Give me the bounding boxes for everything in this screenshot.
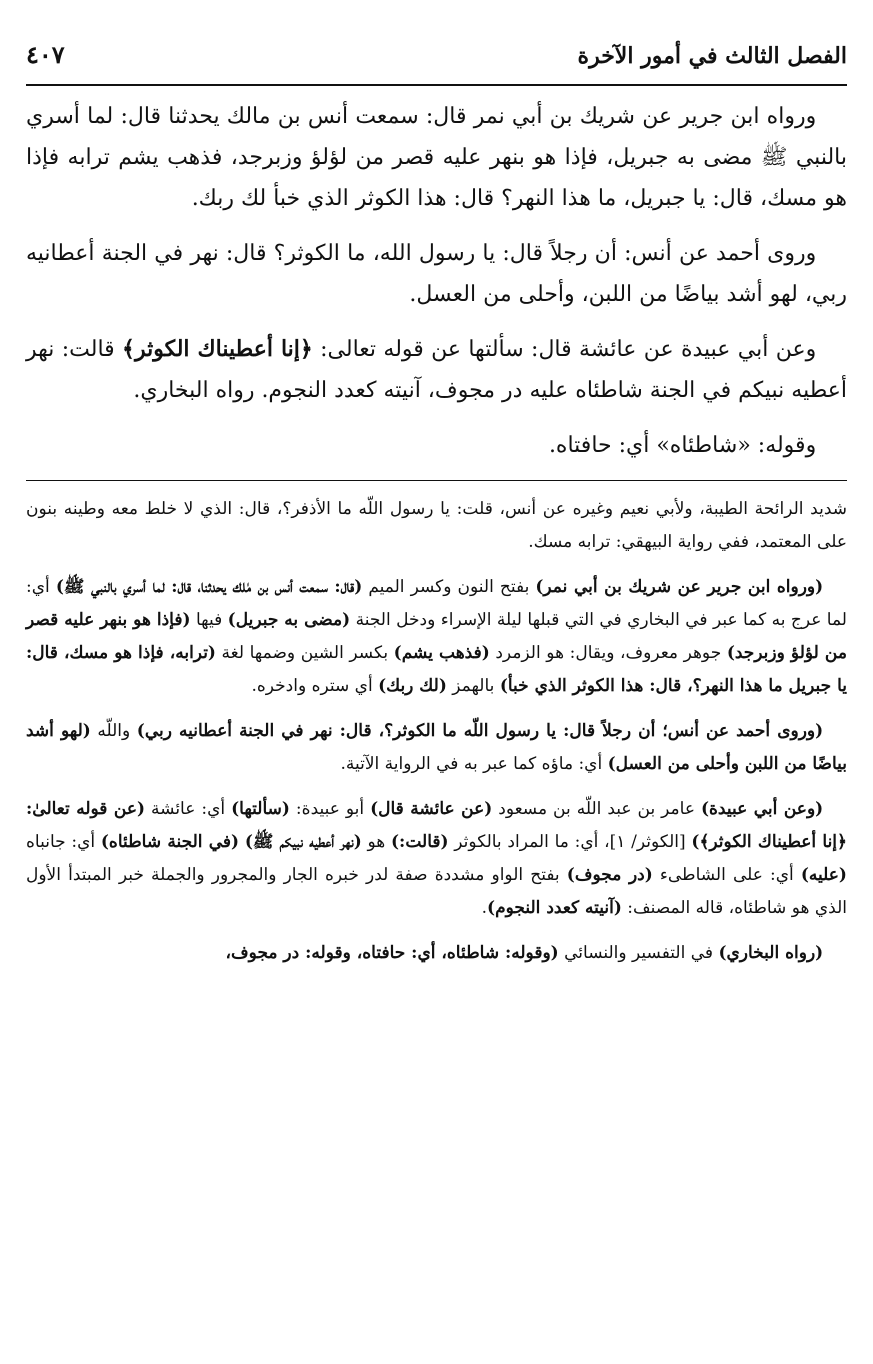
- bold-quote-segment: (في الجنة شاطئاه): [100, 832, 240, 852]
- footnote-separator: [26, 480, 847, 481]
- main-paragraph-3: [26, 329, 847, 411]
- bold-quote-segment: (وروى أحمد عن أنس؛ أن رجلاً قال: يا رسول اللّه ما الكوثر؟، قال: نهر في الجنة أعطانيه ربي): [136, 721, 824, 741]
- bold-quote-segment: (لك ربك): [378, 676, 447, 696]
- bold-quote-segment: (وعن أبي عبيدة): [700, 799, 824, 819]
- commentary-segment: أبو عبيدة:: [289, 799, 371, 819]
- running-header: [26, 40, 847, 86]
- bold-quote-segment: (آنيته كعدد النجوم): [487, 898, 622, 918]
- commentary-segment: جوهر معروف، ويقال: هو الزمرد: [489, 643, 727, 663]
- commentary-paragraph-1: شديد الرائحة الطيبة، ولأبي نعيم وغيره عن أنس، قلت: يا رسول اللّه ما الأذفر؟، قال: الذي لا خلط معه وطينه بنون على المعتمد، ففي رواية البيهقي: ترابه مسك.: [26, 499, 847, 552]
- bold-quote-segment: (فذهب يشم): [393, 643, 490, 663]
- commentary-segment: أي: ماؤه كما عبر به في الرواية الآتية.: [340, 754, 608, 774]
- commentary-segment: عامر بن عبد اللّه بن مسعود: [492, 799, 701, 819]
- bold-quote-segment: (عن قوله تعالىٰ: ﴿إنا أعطيناك الكوثر﴾): [26, 799, 847, 852]
- commentary-paragraph-4: [26, 793, 847, 925]
- commentary-segment: بالهمز: [446, 676, 500, 696]
- bold-quote-segment: (مضى به جبريل): [227, 610, 351, 630]
- main-paragraph-4: وقوله: «شاطئاه» أي: حافتاه.: [548, 433, 817, 458]
- commentary-segment: بفتح النون وكسر الميم: [362, 577, 536, 597]
- bold-quote-segment: (قال: سمعت أنس بن مٰلك يحدثنا، قال: لما أسري بالنبي ﷺ): [55, 577, 363, 597]
- commentary-paragraph-2: [26, 571, 847, 703]
- bold-quote-segment: (ورواه ابن جرير عن شريك بن أبي نمر): [535, 577, 824, 597]
- commentary-segment: أي: عائشة: [145, 799, 232, 819]
- quran-verse: ﴿إنا أعطيناك الكوثر﴾: [122, 336, 313, 362]
- commentary-segment: أي: جانباه: [26, 832, 101, 852]
- page-number: ٤٠٧: [26, 40, 65, 69]
- commentary-paragraph-3: [26, 715, 847, 781]
- bold-quote-segment: (فإذا هو بنهر عليه قصر من لؤلؤ وزبرجد): [26, 610, 847, 663]
- commentary-paragraph-5: [26, 937, 847, 970]
- commentary-segment: في التفسير والنسائي: [558, 943, 719, 963]
- main-paragraph-1: ورواه ابن جرير عن شريك بن أبي نمر قال: سمعت أنس بن مالك يحدثنا قال: لما أسري بالنبي ﷺ مضى به جبريل، فإذا هو بنهر عليه قصر من لؤلؤ وزبرجد، فذهب يشم ترابه فإذا هو مسك، قال: يا جبريل، ما هذا النهر؟ قال: هذا الكوثر الذي خبأ لك ربك.: [26, 104, 847, 211]
- bold-quote-segment: (لهو أشد بياضًا من اللبن وأحلى من العسل): [26, 721, 847, 774]
- main-paragraph-3-lead: وعن أبي عبيدة عن عائشة قال: سألتها عن قوله تعالى:: [312, 337, 817, 362]
- bold-quote-segment: (نهر أعطيه نبيكم ﷺ): [244, 832, 362, 852]
- commentary-segment: هو: [361, 832, 391, 852]
- commentary-segment: .: [481, 898, 488, 918]
- bold-quote-segment: (عليه): [800, 865, 847, 885]
- main-paragraph-2: وروى أحمد عن أنس: أن رجلاً قال: يا رسول الله، ما الكوثر؟ قال: نهر في الجنة أعطانيه ربي، لهو أشد بياضًا من اللبن، وأحلى من العسل.: [26, 241, 847, 307]
- commentary-segment: بفتح الواو مشددة صفة لدر خبره الجار والمجرور والجملة خبر المبتدأ الأول الذي هو شاطئاه، قاله المصنف:: [26, 865, 847, 918]
- chapter-title: الفصل الثالث في أمور الآخرة: [577, 43, 847, 69]
- commentary: [26, 493, 847, 970]
- commentary-segment: أي: لما عرج به كما عبر في البخاري في التي قبلها ليلة الإسراء ودخل الجنة: [26, 577, 847, 630]
- bold-quote-segment: (ترابه، فإذا هو مسك، قال: يا جبريل ما هذا النهر؟، قال: هذا الكوثر الذي خبأ): [26, 643, 847, 696]
- bold-quote-segment: (در مجوف): [566, 865, 653, 885]
- commentary-segment: واللّه: [90, 721, 137, 741]
- main-paragraph-3-rest: قالت: نهر أعطيه نبيكم في الجنة شاطئاه عليه در مجوف، آنيته كعدد النجوم. رواه البخاري.: [26, 337, 847, 403]
- main-text: [26, 96, 847, 466]
- commentary-segment: بكسر الشين وضمها لغة: [215, 643, 394, 663]
- bold-quote-segment: (قالت:): [391, 832, 449, 852]
- commentary-segment: [الكوثر/ ١]، أي: ما المراد بالكوثر: [448, 832, 692, 852]
- bold-quote-segment: (رواه البخاري): [718, 943, 824, 963]
- commentary-segment: فيها: [190, 610, 228, 630]
- bold-quote-segment: (سألتها): [231, 799, 290, 819]
- bold-quote-segment: (وقوله: شاطئاه، أي: حافتاه، وقوله: در مجوف،: [225, 943, 559, 963]
- bold-quote-segment: (عن عائشة قال): [370, 799, 493, 819]
- commentary-segment: أي: على الشاطىء: [652, 865, 801, 885]
- commentary-segment: أي ستره وادخره.: [251, 676, 379, 696]
